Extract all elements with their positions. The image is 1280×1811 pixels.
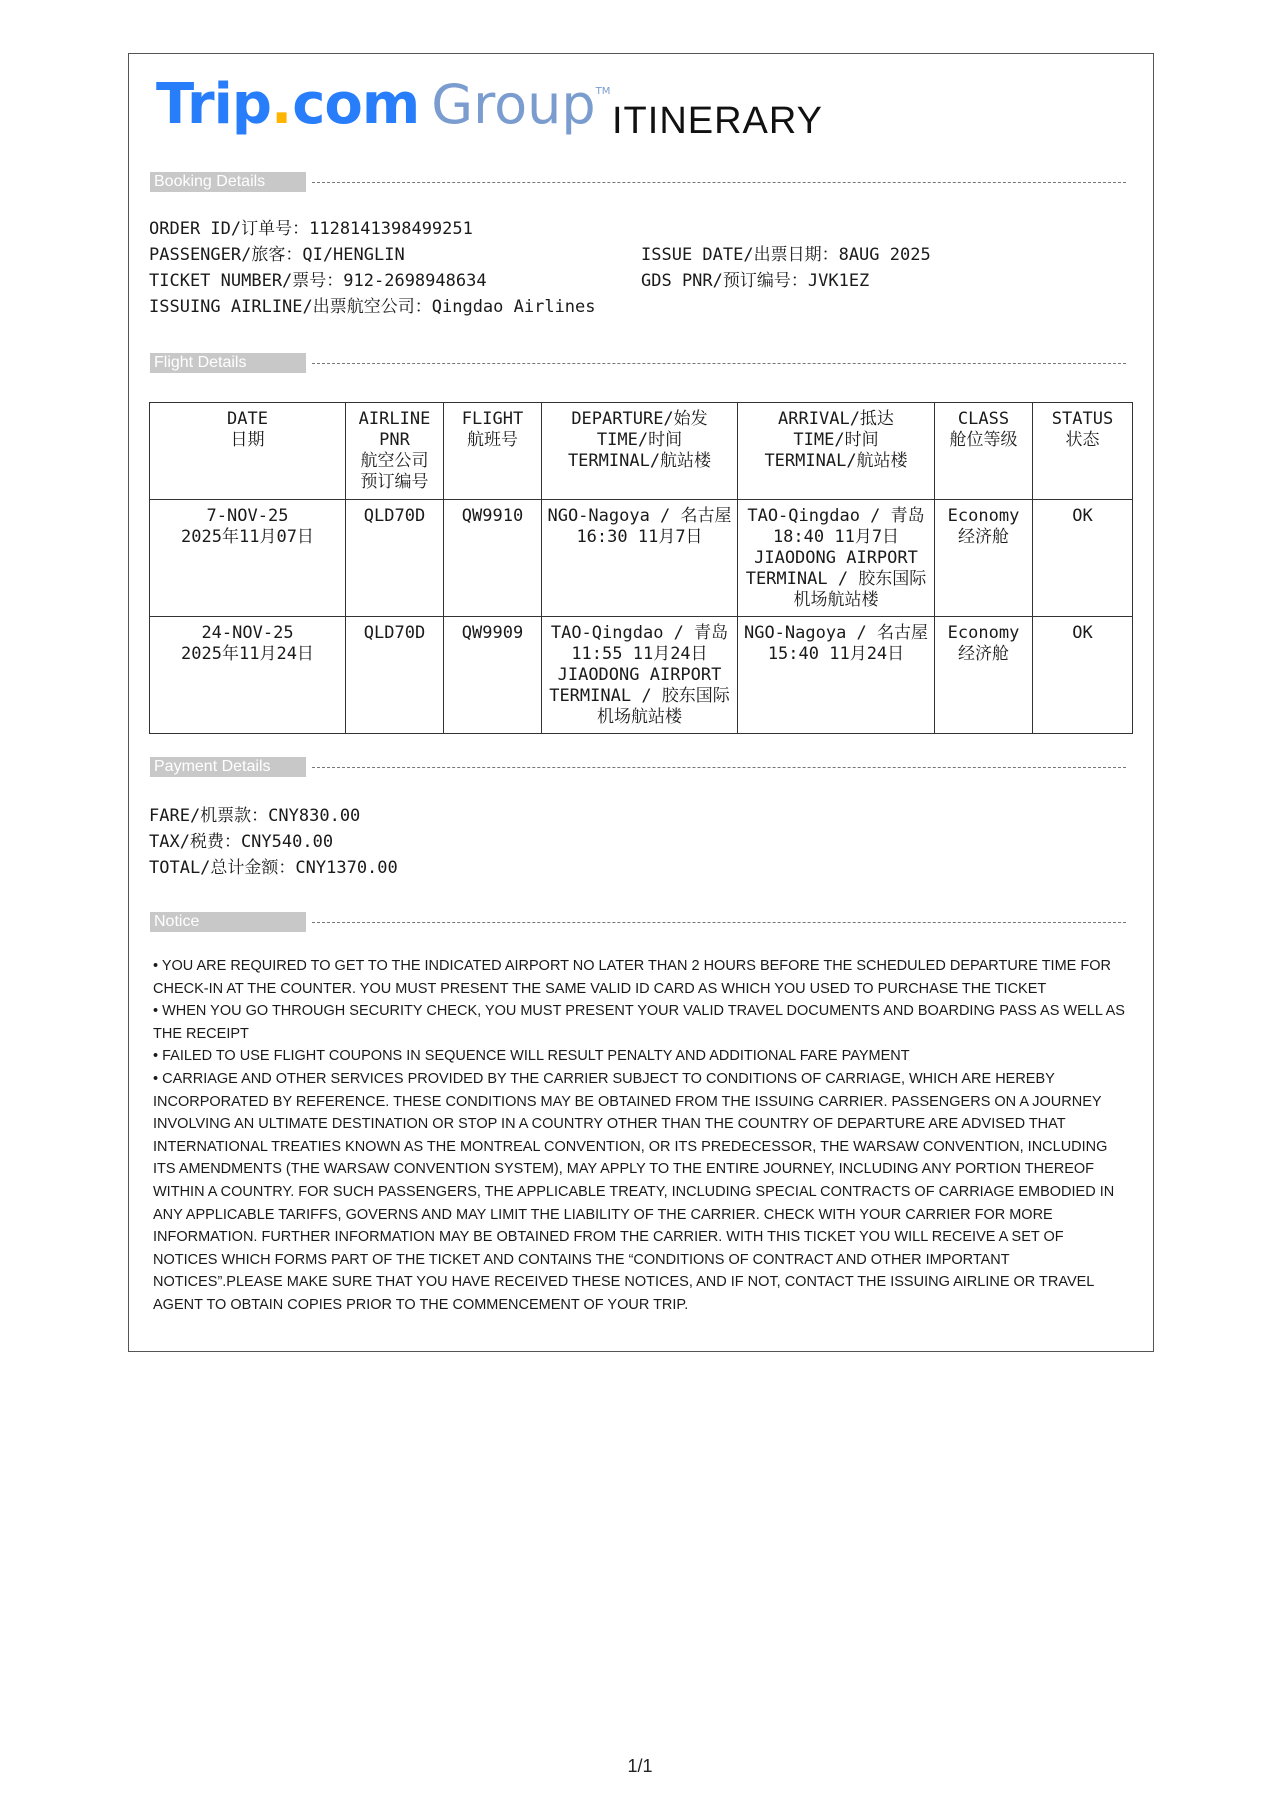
passenger: PASSENGER/旅客：QI/HENGLIN — [149, 245, 405, 265]
cell-class: Economy 经济舱 — [935, 617, 1033, 734]
booking-details-header — [150, 172, 1126, 192]
table-row — [150, 500, 1133, 617]
cell-pnr: QLD70D — [346, 500, 444, 617]
cell-status: OK — [1033, 500, 1133, 617]
header-date: DATE 日期 — [150, 403, 346, 500]
notice-header — [150, 912, 1126, 932]
table-row — [150, 617, 1133, 734]
cell-date: 7-NOV-25 2025年11月07日 — [150, 500, 346, 617]
header-airline-pnr: AIRLINE PNR 航空公司 预订编号 — [346, 403, 444, 500]
cell-class: Economy 经济舱 — [935, 500, 1033, 617]
section-divider — [312, 922, 1126, 923]
section-divider — [312, 182, 1126, 183]
cell-departure: TAO-Qingdao / 青岛 11:55 11月24日 JIAODONG AIRPORT TERMINAL / 胶东国际 机场航站楼 — [542, 617, 738, 734]
section-divider — [312, 767, 1126, 768]
cell-departure: NGO-Nagoya / 名古屋 16:30 11月7日 — [542, 500, 738, 617]
header-flight: FLIGHT 航班号 — [444, 403, 542, 500]
payment-details-header — [150, 757, 1126, 777]
section-divider — [312, 363, 1126, 364]
flight-table — [149, 402, 1133, 734]
flight-details-label: Flight Details — [150, 353, 306, 373]
total: TOTAL/总计金额：CNY1370.00 — [149, 858, 398, 878]
cell-date: 24-NOV-25 2025年11月24日 — [150, 617, 346, 734]
tripcom-group-logo: Trip.com GroupTM — [156, 72, 611, 137]
cell-arrival: NGO-Nagoya / 名古屋 15:40 11月24日 — [738, 617, 935, 734]
notice-item: • CARRIAGE AND OTHER SERVICES PROVIDED BY THE CARRIER SUBJECT TO CONDITIONS OF CARRIAGE, WHICH ARE HEREBY INCORPORATED BY REFERENCE. THESE CONDITIONS MAY BE OBTAINED FROM THE ISSUING CARRIER. PASSENGERS ON A JOURNEY INVOLVING AN ULTIMATE DESTINATION OR STOP IN A COUNTRY OTHER THAN THE COUNTRY OF DEPARTURE ARE ADVISED THAT INTERNATIONAL TREATIES KNOWN AS THE MONTREAL CONVENTION, OR ITS PREDECESSOR, THE WARSAW CONVENTION, INCLUDING ITS AMENDMENTS (THE WARSAW CONVENTION SYSTEM), MAY APPLY TO THE ENTIRE JOURNEY, INCLUDING ANY PORTION THEREOF WITHIN A COUNTRY. FOR SUCH PASSENGERS, THE APPLICABLE TREATY, INCLUDING SPECIAL CONTRACTS OF CARRIAGE EMBODIED IN ANY APPLICABLE TARIFFS, GOVERNS AND MAY LIMIT THE LIABILITY OF THE CARRIER. CHECK WITH YOUR CARRIER FOR MORE INFORMATION. FURTHER INFORMATION MAY BE OBTAINED FROM THE CARRIER. WITH THIS TICKET YOU WILL RECEIVE A SET OF NOTICES WHICH FORMS PART OF THE TICKET AND CONTAINS THE “CONDITIONS OF CONTRACT AND OTHER IMPORTANT NOTICES”.PLEASE MAKE SURE THAT YOU HAVE RECEIVED THESE NOTICES, AND IF NOT, CONTACT THE ISSUING AIRLINE OR TRAVEL AGENT TO OBTAIN COPIES PRIOR TO THE COMMENCEMENT OF YOUR TRIP. — [153, 1070, 1115, 1313]
cell-flight: QW9910 — [444, 500, 542, 617]
header-class: CLASS 舱位等级 — [935, 403, 1033, 500]
notice-item: • WHEN YOU GO THROUGH SECURITY CHECK, YOU MUST PRESENT YOUR VALID TRAVEL DOCUMENTS AND BOARDING PASS AS WELL AS THE RECEIPT — [153, 1003, 1125, 1042]
tax: TAX/税费：CNY540.00 — [149, 832, 334, 852]
gds-pnr: GDS PNR/预订编号：JVK1EZ — [641, 271, 870, 291]
issue-date: ISSUE DATE/出票日期：8AUG 2025 — [641, 245, 931, 265]
order-id: ORDER ID/订单号：1128141398499251 — [149, 219, 473, 239]
issuing-airline: ISSUING AIRLINE/出票航空公司：Qingdao Airlines — [149, 297, 596, 317]
header-status: STATUS 状态 — [1033, 403, 1133, 500]
flight-details-header — [150, 353, 1126, 373]
notice-item: • FAILED TO USE FLIGHT COUPONS IN SEQUENCE WILL RESULT PENALTY AND ADDITIONAL FARE PAYMENT — [153, 1048, 910, 1065]
notice-label: Notice — [150, 912, 306, 932]
ticket-number: TICKET NUMBER/票号：912-2698948634 — [149, 271, 487, 291]
payment-details-label: Payment Details — [150, 757, 306, 777]
cell-status: OK — [1033, 617, 1133, 734]
fare: FARE/机票款：CNY830.00 — [149, 806, 361, 826]
header-departure: DEPARTURE/始发 TIME/时间 TERMINAL/航站楼 — [542, 403, 738, 500]
flight-table-header-row — [150, 403, 1133, 500]
cell-arrival: TAO-Qingdao / 青岛 18:40 11月7日 JIAODONG AIRPORT TERMINAL / 胶东国际 机场航站楼 — [738, 500, 935, 617]
cell-flight: QW9909 — [444, 617, 542, 734]
booking-details-label: Booking Details — [150, 172, 306, 192]
page-number: 1/1 — [627, 1756, 653, 1776]
document-title: ITINERARY — [612, 100, 824, 142]
notice-item: • YOU ARE REQUIRED TO GET TO THE INDICATED AIRPORT NO LATER THAN 2 HOURS BEFORE THE SCHEDULED DEPARTURE TIME FOR CHECK-IN AT THE COUNTER. YOU MUST PRESENT THE SAME VALID ID CARD AS WHICH YOU USED TO PURCHASE THE TICKET — [153, 958, 1111, 997]
cell-pnr: QLD70D — [346, 617, 444, 734]
notice-text — [153, 955, 1128, 1317]
header-arrival: ARRIVAL/抵达 TIME/时间 TERMINAL/航站楼 — [738, 403, 935, 500]
